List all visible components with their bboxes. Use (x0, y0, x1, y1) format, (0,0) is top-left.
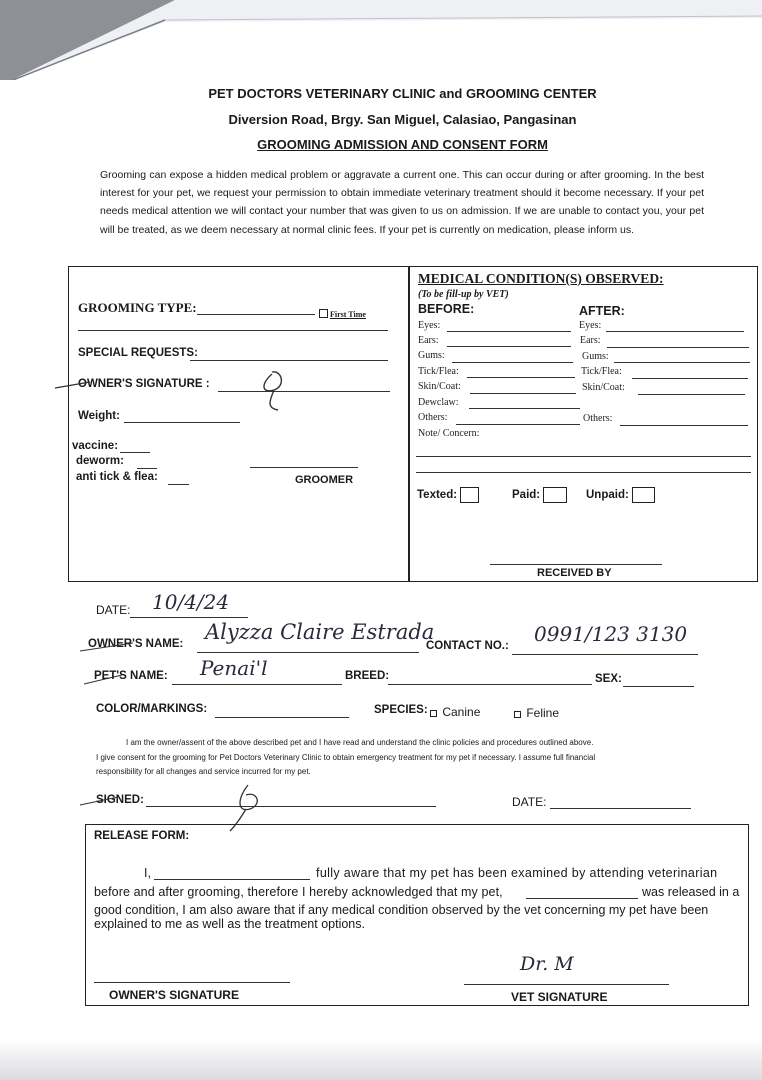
pets-name-line[interactable] (172, 684, 342, 685)
after-heading: AFTER: (579, 304, 625, 318)
release-owner-signature-line[interactable] (94, 982, 290, 983)
date-value: 10/4/24 (152, 590, 230, 614)
after-others: Others: (583, 413, 613, 424)
before-eyes: Eyes: (418, 320, 441, 331)
after-tick: Tick/Flea: (581, 366, 622, 377)
groomer-label: GROOMER (295, 474, 354, 486)
vet-signature-value: Dr. M (520, 953, 574, 975)
medical-subtitle: (To be fill-up by VET) (418, 289, 509, 300)
breed-label: BREED: (345, 670, 390, 682)
note-line-1[interactable] (416, 456, 751, 457)
before-dewclaw: Dewclaw: (418, 397, 459, 408)
vet-signature-label: VET SIGNATURE (511, 990, 608, 1004)
release-owner-line[interactable] (154, 879, 310, 880)
texted-option[interactable] (417, 487, 479, 503)
note-line-2[interactable] (416, 472, 751, 473)
owners-name-value: Alyzza Claire Estrada (205, 620, 435, 644)
feline-label: Feline (526, 706, 560, 720)
before-others-line[interactable] (456, 424, 580, 425)
consent-line-1: I am the owner/assent of the above described pet and I have read and understand the clinic policies and procedures outlined above. (126, 738, 594, 747)
vaccine-label: vaccine: (72, 440, 119, 452)
medical-title: MEDICAL CONDITION(S) OBSERVED: (418, 271, 664, 286)
after-gums-line[interactable] (614, 362, 750, 363)
form-title: GROOMING ADMISSION AND CONSENT FORM (257, 137, 548, 152)
release-text-a: fully aware that my pet has been examined by attending veterinarian (316, 866, 718, 880)
before-tick-line[interactable] (467, 377, 575, 378)
date-line[interactable] (130, 617, 248, 618)
grooming-type-line[interactable] (197, 314, 315, 315)
anti-tick-line[interactable] (168, 484, 189, 485)
breed-line[interactable] (388, 684, 592, 685)
before-tick: Tick/Flea: (418, 366, 459, 377)
release-text-i: I, (144, 866, 151, 880)
before-skin: Skin/Coat: (418, 381, 461, 392)
color-markings-label: COLOR/MARKINGS: (96, 703, 208, 715)
first-time-box[interactable] (319, 309, 328, 318)
canine-label: Canine (442, 705, 481, 719)
contact-no-value: 0991/123 3130 (534, 622, 688, 646)
pets-name-value: Penai'l (200, 656, 268, 680)
before-gums-line[interactable] (452, 362, 573, 363)
grooming-type-label: GROOMING TYPE: (78, 300, 197, 315)
first-time-label: First Time (330, 310, 366, 319)
paid-label: Paid: (512, 489, 541, 502)
after-ears-line[interactable] (607, 347, 749, 348)
grooming-type-line-2[interactable] (78, 330, 388, 331)
paid-option[interactable] (512, 487, 567, 503)
before-ears-line[interactable] (447, 346, 571, 347)
after-tick-line[interactable] (632, 378, 748, 379)
received-by-label: RECEIVED BY (537, 567, 612, 579)
release-title: RELEASE FORM: (94, 830, 190, 842)
after-others-line[interactable] (620, 425, 748, 426)
consent-date-line[interactable] (550, 808, 691, 809)
paid-checkbox[interactable] (543, 487, 567, 503)
species-label: SPECIES: (374, 704, 428, 716)
after-eyes: Eyes: (579, 320, 602, 331)
after-ears: Ears: (580, 335, 601, 346)
unpaid-checkbox[interactable] (632, 487, 655, 503)
special-requests-label: SPECIAL REQUESTS: (78, 347, 198, 359)
before-ears: Ears: (418, 335, 439, 346)
weight-label: Weight: (78, 410, 120, 422)
first-time-checkbox[interactable] (319, 304, 366, 322)
feline-option[interactable] (514, 706, 559, 720)
before-others: Others: (418, 412, 448, 423)
intro-paragraph: Grooming can expose a hidden medical problem or aggravate a current one. This can occur during or after grooming. In the best interest for your pet, we request your permission to obtain immediate veterinary treatment should it become necessary. If your pet needs medical attention we will contact your number that was given to us on admission. If we are unable to contact you, your pet will be treated, as we deem necessary at normal clinic fees. If your pet is currently on medication, please inform us. (100, 169, 704, 236)
after-skin-line[interactable] (638, 394, 745, 395)
deworm-label: deworm: (76, 455, 124, 467)
anti-tick-label: anti tick & flea: (76, 471, 158, 483)
before-gums: Gums: (418, 350, 445, 361)
note-concern-label: Note/ Concern: (418, 428, 480, 439)
release-text-d: good condition, I am also aware that if any medical condition observed by the vet concerning my pet have been (94, 903, 709, 917)
owners-name-label: OWNER'S NAME: (88, 638, 184, 650)
weight-line[interactable] (124, 422, 240, 423)
after-gums: Gums: (582, 351, 609, 362)
clinic-address: Diversion Road, Brgy. San Miguel, Calasiao, Pangasinan (228, 112, 577, 127)
vaccine-line[interactable] (120, 452, 150, 453)
texted-label: Texted: (417, 489, 458, 502)
sex-line[interactable] (623, 686, 694, 687)
contact-no-label: CONTACT NO.: (426, 640, 509, 652)
sex-label: SEX: (595, 673, 622, 685)
before-dewclaw-line[interactable] (469, 408, 580, 409)
release-owner-signature-label: OWNER'S SIGNATURE (109, 988, 239, 1002)
owner-name-strike (78, 635, 138, 655)
unpaid-option[interactable] (586, 487, 655, 503)
canine-checkbox[interactable] (430, 710, 437, 717)
date-label: DATE: (96, 603, 131, 617)
release-pet-line[interactable] (526, 898, 638, 899)
box-divider (408, 266, 410, 582)
signed-label: SIGNED: (96, 794, 144, 806)
owners-signature-label: OWNER'S SIGNATURE : (78, 378, 210, 390)
owners-name-line[interactable] (197, 652, 419, 653)
consent-line-3: responsibility for all changes and service incurred for my pet. (96, 767, 311, 776)
after-eyes-line[interactable] (606, 331, 744, 332)
pet-name-strike (82, 668, 132, 688)
contact-no-line[interactable] (512, 654, 698, 655)
release-text-c: was released in a (642, 885, 740, 899)
canine-option[interactable] (430, 705, 480, 719)
before-heading: BEFORE: (418, 302, 475, 316)
texted-checkbox[interactable] (460, 487, 479, 503)
groomer-line[interactable] (250, 467, 358, 468)
unpaid-label: Unpaid: (586, 489, 629, 502)
deworm-line[interactable] (137, 468, 157, 469)
clinic-name: PET DOCTORS VETERINARY CLINIC and GROOMING CENTER (208, 86, 597, 101)
consent-line-2: I give consent for the grooming for Pet Doctors Veterinary Clinic to obtain emergency treatment for my pet if necessary. I assume full financial (96, 753, 596, 762)
before-eyes-line[interactable] (447, 331, 571, 332)
consent-date-label: DATE: (512, 795, 547, 809)
feline-checkbox[interactable] (514, 711, 521, 718)
before-skin-line[interactable] (470, 393, 576, 394)
received-by-line[interactable] (490, 564, 662, 565)
vet-signature-line[interactable] (464, 984, 669, 985)
color-markings-line[interactable] (215, 717, 349, 718)
release-text-e: explained to me as well as the treatment options. (94, 917, 365, 931)
pets-name-label: PET'S NAME: (94, 670, 168, 682)
release-text-b: before and after grooming, therefore I hereby acknowledged that my pet, (94, 885, 503, 899)
after-skin: Skin/Coat: (582, 382, 625, 393)
